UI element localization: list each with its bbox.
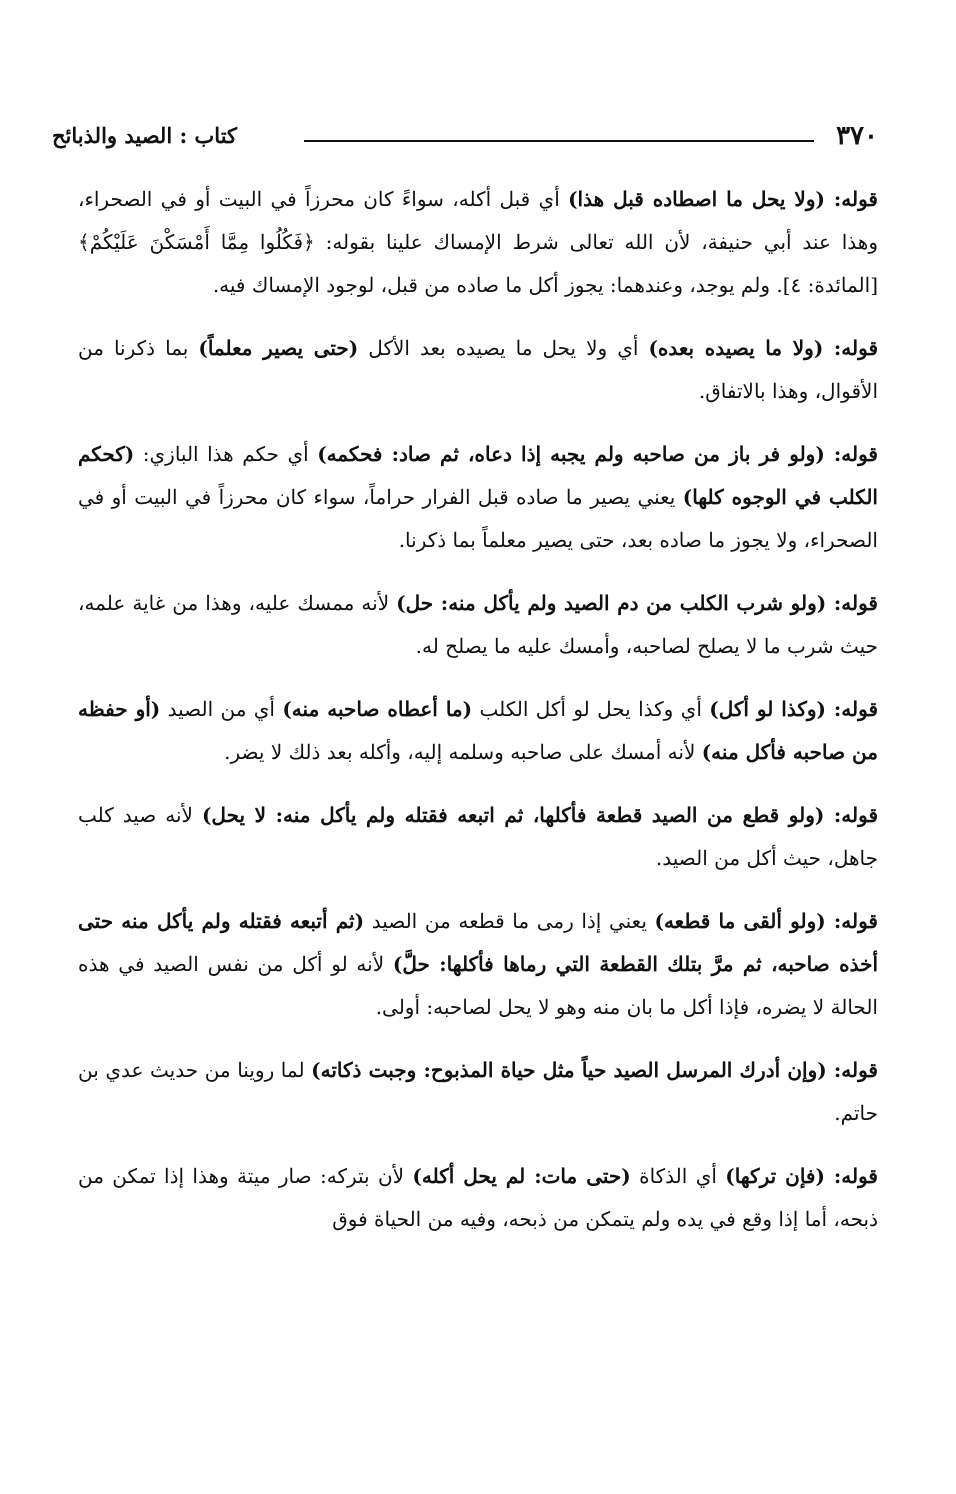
commentary-text: لأنه صيد كلب جاهل، حيث أكل من الصيد.: [78, 803, 878, 870]
commentary-text: أي ولا يحل ما يصيده بعد الأكل: [358, 336, 649, 360]
matn-quote: (كحكم الكلب في الوجوه كلها): [78, 442, 878, 509]
paragraph-4: [78, 582, 878, 668]
matn-quote: قوله: (ولو شرب الكلب من دم الصيد ولم يأكل منه: حل): [396, 591, 878, 615]
commentary-text: يعني يصير ما صاده قبل الفرار حراماً، سواء كان محرزاً في البيت أو في الصحراء، ولا يجوز ما صاده بعد، حتى يصير معلماً بما ذكرنا.: [78, 485, 878, 552]
page-number: ٣٧٠: [836, 121, 878, 151]
matn-quote: قوله: (وإن أدرك المرسل الصيد حياً مثل حياة المذبوح: وجبت ذكاته): [311, 1058, 878, 1082]
paragraph-8: [78, 1049, 878, 1135]
commentary-text: أي الذكاة: [630, 1164, 726, 1188]
commentary-text: أي من الصيد: [160, 697, 283, 721]
page-body: [78, 178, 878, 1241]
commentary-text: لأنه لو أكل من نفس الصيد في هذه الحالة لا يضره، فإذا أكل ما بان منه وهو لا يحل لصاحبه: أولى.: [78, 952, 878, 1019]
commentary-text: يعني إذا رمى ما قطعه من الصيد: [364, 909, 655, 933]
commentary-text: لأنه ممسك عليه، وهذا من غاية علمه، حيث شرب ما لا يصلح لصاحبه، وأمسك عليه ما يصلح له.: [78, 591, 878, 658]
commentary-text: أي وكذا يحل لو أكل الكلب: [472, 697, 710, 721]
chapter-title: كتاب : الصيد والذبائح: [52, 123, 238, 148]
matn-quote: (أو حفظه من صاحبه فأكل منه): [78, 697, 878, 764]
commentary-text: أي قبل أكله، سواءً كان محرزاً في البيت أو في الصحراء، وهذا عند أبي حنيفة، لأن الله تعالى شرط الإمساك علينا بقوله: ﴿فَكُلُوا مِمَّا أَمْسَكْنَ عَلَيْكُمْ﴾ [المائدة: ٤]. ولم يوجد، وعندهما: يجوز أكل ما صاده من قبل، لوجود الإمساك فيه.: [78, 187, 878, 297]
matn-quote: (ما أعطاه صاحبه منه): [282, 697, 473, 721]
matn-quote: قوله: (فإن تركها): [725, 1164, 878, 1188]
paragraph-6: [78, 794, 878, 880]
paragraph-2: [78, 327, 878, 413]
paragraph-5: [78, 688, 878, 774]
matn-quote: قوله: (ولا ما يصيده بعده): [648, 336, 879, 360]
matn-quote: قوله: (وكذا لو أكل): [709, 697, 879, 721]
commentary-text: لأنه أمسك على صاحبه وسلمه إليه، وأكله بعد ذلك لا يضر.: [224, 740, 702, 764]
matn-quote: (حتى يصير معلماً): [198, 336, 359, 360]
matn-quote: قوله: (ولا يحل ما اصطاده قبل هذا): [568, 187, 878, 211]
paragraph-3: [78, 433, 878, 562]
matn-quote: قوله: (ولو فر باز من صاحبه ولم يجبه إذا دعاه، ثم صاد: فحكمه): [317, 442, 878, 466]
commentary-text: لأن بتركه: صار ميتة وهذا إذا تمكن من ذبحه، أما إذا وقع في يده ولم يتمكن من ذبحه، وفيه من الحياة فوق: [78, 1164, 878, 1231]
commentary-text: لما روينا من حديث عدي بن حاتم.: [78, 1058, 878, 1125]
header-rule: [304, 140, 814, 142]
page-header: [52, 118, 878, 158]
commentary-text: أي حكم هذا البازي:: [134, 442, 318, 466]
commentary-text: بما ذكرنا من الأقوال، وهذا بالاتفاق.: [78, 336, 878, 403]
matn-quote: (ثم أتبعه فقتله ولم يأكل منه حتى أخذه صاحبه، ثم مرَّ بتلك القطعة التي رماها فأكلها: حلَّ): [78, 909, 879, 976]
matn-quote: قوله: (ولو قطع من الصيد قطعة فأكلها، ثم اتبعه فقتله ولم يأكل منه: لا يحل): [201, 803, 878, 827]
paragraph-9: [78, 1155, 878, 1241]
paragraph-1: [78, 178, 878, 307]
matn-quote: (حتى مات: لم يحل أكله): [412, 1164, 631, 1188]
paragraph-7: [78, 900, 878, 1029]
matn-quote: قوله: (ولو ألقى ما قطعه): [654, 909, 878, 933]
